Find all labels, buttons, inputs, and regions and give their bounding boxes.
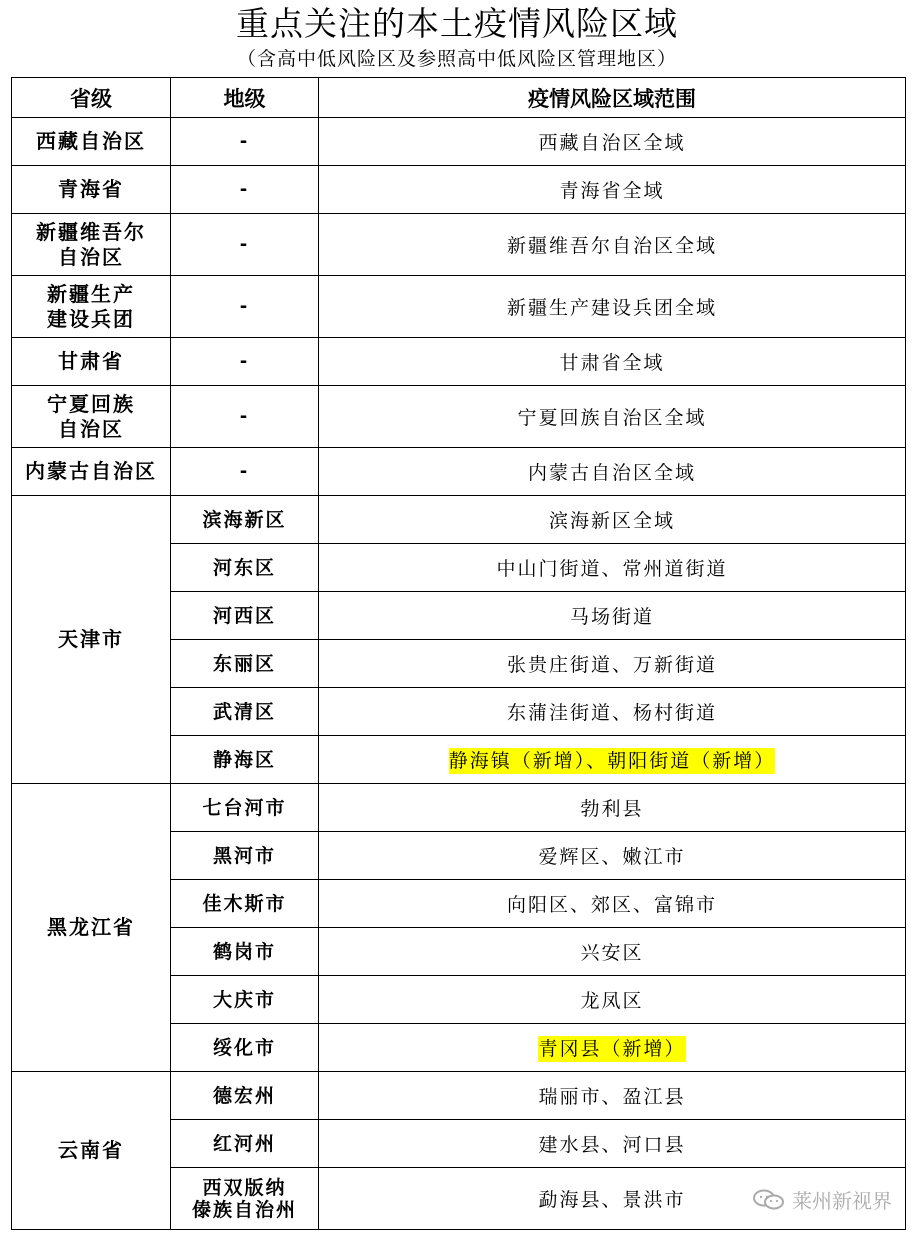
risk-area-text: 勃利县 [580,798,644,820]
risk-area-cell [319,276,906,338]
table-header-row [12,78,906,118]
risk-area-text: 张贵庄街道、万新街道 [506,654,717,676]
risk-area-cell [319,1072,906,1120]
table-row [12,214,906,276]
city-cell: 绥化市 [171,1024,319,1072]
table-row [12,166,906,214]
risk-area-cell [319,166,906,214]
province-cell: 内蒙古自治区 [12,448,171,496]
risk-area-cell [319,1120,906,1168]
risk-area-text-new: 静海镇（新增）、朝阳街道（新增） [448,750,776,772]
risk-area-cell [319,496,906,544]
city-cell: - [171,166,319,214]
city-cell: 河西区 [171,592,319,640]
risk-area-text: 爱辉区、嫩江市 [538,846,686,868]
risk-area-text: 宁夏回族自治区全域 [517,407,707,429]
city-cell: - [171,338,319,386]
city-cell: 武清区 [171,688,319,736]
province-cell: 新疆生产 建设兵团 [12,276,171,338]
city-cell: 鹤岗市 [171,928,319,976]
header-city: 地级 [171,78,319,118]
risk-area-text: 勐海县、景洪市 [538,1189,686,1211]
page-subtitle: （含高中低风险区及参照高中低风险区管理地区） [236,48,677,70]
city-cell: - [171,386,319,448]
city-cell: 佳木斯市 [171,880,319,928]
risk-area-text: 瑞丽市、盈江县 [538,1086,686,1108]
risk-area-cell [319,880,906,928]
risk-area-text-new: 青冈县（新增） [538,1038,686,1060]
watermark-text: 莱州新视界 [792,1189,892,1213]
risk-area-table [11,77,906,1230]
province-cell: 青海省 [12,166,171,214]
table-row [12,448,906,496]
city-cell: 德宏州 [171,1072,319,1120]
risk-area-cell [319,784,906,832]
risk-area-text: 新疆维吾尔自治区全域 [506,235,717,257]
city-cell: 红河州 [171,1120,319,1168]
city-cell: - [171,118,319,166]
risk-area-cell [319,640,906,688]
risk-area-cell [319,544,906,592]
risk-area-cell [319,386,906,448]
city-cell: 滨海新区 [171,496,319,544]
risk-area-text: 向阳区、郊区、富锦市 [506,894,717,916]
city-cell: 河东区 [171,544,319,592]
city-cell: - [171,448,319,496]
city-cell: - [171,214,319,276]
risk-area-cell [319,214,906,276]
city-cell: 大庆市 [171,976,319,1024]
table-row [12,338,906,386]
risk-area-cell [319,592,906,640]
city-cell: 静海区 [171,736,319,784]
risk-area-text: 中山门街道、常州道街道 [496,558,728,580]
province-cell: 西藏自治区 [12,118,171,166]
risk-area-cell [319,118,906,166]
risk-area-cell [319,1024,906,1072]
risk-area-text: 甘肃省全域 [559,352,665,374]
city-cell: 西双版纳 傣族自治州 [171,1168,319,1230]
risk-area-cell [319,338,906,386]
table-row [12,386,906,448]
table-row [12,784,906,832]
risk-area-cell [319,928,906,976]
risk-area-text: 龙凤区 [580,990,644,1012]
risk-area-cell [319,448,906,496]
table-row [12,496,906,544]
province-cell: 宁夏回族 自治区 [12,386,171,448]
city-cell: 东丽区 [171,640,319,688]
province-cell: 天津市 [12,496,171,784]
risk-area-text: 兴安区 [580,942,644,964]
page-title: 重点关注的本土疫情风险区域 [236,4,678,43]
table-row [12,276,906,338]
risk-area-text: 建水县、河口县 [538,1134,686,1156]
header-province: 省级 [12,78,171,118]
risk-area-text: 西藏自治区全域 [538,132,686,154]
risk-area-cell [319,832,906,880]
risk-area-text: 内蒙古自治区全域 [527,462,696,484]
watermark [752,1185,892,1214]
city-cell: 七台河市 [171,784,319,832]
risk-area-text: 青海省全域 [559,180,665,202]
province-cell: 黑龙江省 [12,784,171,1072]
city-cell: 黑河市 [171,832,319,880]
risk-area-text: 新疆生产建设兵团全域 [506,297,717,319]
city-cell: - [171,276,319,338]
risk-area-text: 滨海新区全域 [548,510,675,532]
risk-area-text: 马场街道 [569,606,654,628]
risk-area-cell [319,736,906,784]
wechat-icon [752,1189,786,1211]
table-row [12,118,906,166]
risk-area-cell [319,976,906,1024]
risk-area-cell [319,688,906,736]
province-cell: 甘肃省 [12,338,171,386]
province-cell: 新疆维吾尔 自治区 [12,214,171,276]
province-cell: 云南省 [12,1072,171,1230]
risk-area-text: 东蒲洼街道、杨村街道 [506,702,717,724]
header-area: 疫情风险区域范围 [319,78,906,118]
table-row [12,1072,906,1120]
